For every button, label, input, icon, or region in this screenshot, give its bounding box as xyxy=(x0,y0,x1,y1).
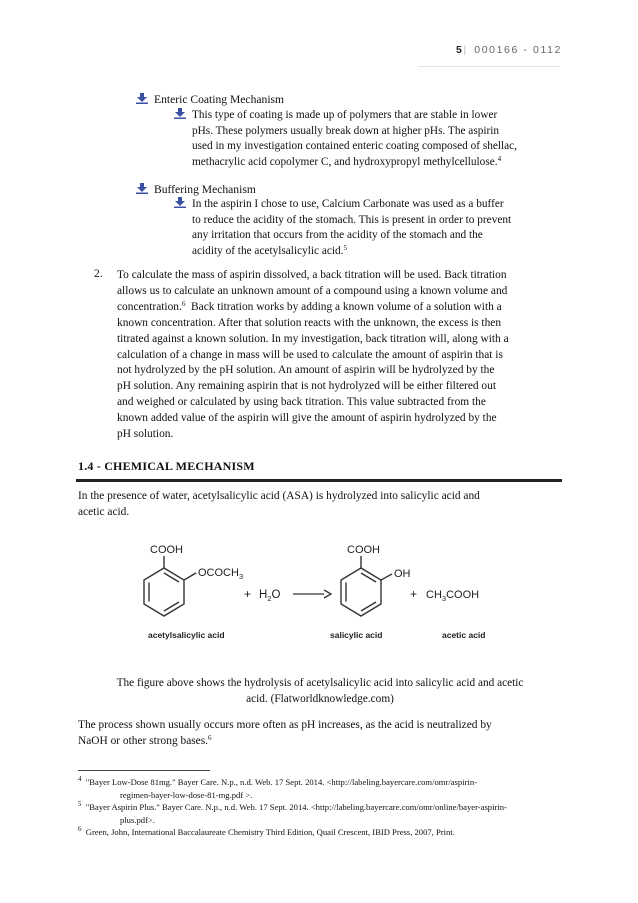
text-line: not hydrolyzed by the pH solution. An amount of aspirin will be hydrolyzed by the xyxy=(117,364,495,377)
footnotes xyxy=(78,776,564,839)
footnote-continuation: plus.pdf>. xyxy=(120,814,155,825)
bullet-buffering xyxy=(136,182,256,198)
bullet-enteric xyxy=(136,92,284,108)
header-divider xyxy=(418,66,560,67)
enteric-description xyxy=(174,108,517,170)
enteric-title: Enteric Coating Mechanism xyxy=(154,93,285,106)
hydrolysis-reaction-figure xyxy=(140,540,520,648)
text-line: concentration. xyxy=(117,300,182,313)
acetoxy-label: $OCOCH_3$ xyxy=(198,567,244,581)
plus-sign: + xyxy=(244,587,252,601)
text-line: acetic acid. xyxy=(78,505,130,518)
arrow-bullet-icon xyxy=(136,93,148,104)
text-line: pH solution. xyxy=(117,428,174,441)
text-line: methacrylic acid copolymer C, and hydroxypropyl methylcellulose. xyxy=(192,155,498,168)
buffering-description xyxy=(174,197,511,259)
reaction-arrow-icon xyxy=(293,590,331,598)
footnote-divider xyxy=(78,770,210,771)
benzene-ring-left xyxy=(144,556,196,616)
footnote-ref: 5 xyxy=(343,243,347,252)
label-salicylic: salicylic acid xyxy=(330,630,383,640)
text-line: to reduce the acidity of the stomach. This is present in order to prevent xyxy=(192,213,512,226)
text-line: acid. (Flatworldknowledge.com) xyxy=(246,692,394,705)
text-line: pHs. These polymers usually break down at higher pHs. The aspirin xyxy=(192,124,500,137)
text-line: The process shown usually occurs more often as pH increases, as the acid is neutralized by xyxy=(78,719,492,731)
text-line: In the presence of water, acetylsalicylic acid (ASA) is hydrolyzed into salicylic acid and xyxy=(78,490,480,502)
arrow-bullet-icon xyxy=(174,197,186,208)
hydroxyl-label: OH xyxy=(394,568,411,580)
cooh-label: COOH xyxy=(347,544,380,556)
label-acetylsalicylic: acetylsalicylic acid xyxy=(148,630,225,640)
text-line: titrated against a known solution. In my investigation, back titration will, along with a xyxy=(117,332,509,345)
footnote-continuation: regimen-bayer-low-dose-81-mg.pdf >. xyxy=(120,789,253,800)
benzene-ring-right xyxy=(341,556,392,616)
arrow-bullet-icon xyxy=(174,108,186,119)
text-line: acidity of the acetylsalicylic acid. xyxy=(192,244,344,257)
section-heading: 1.4 - CHEMICAL MECHANISM xyxy=(78,459,255,473)
page-number: 5 xyxy=(455,44,464,56)
page-header xyxy=(456,44,562,56)
intro-paragraph xyxy=(78,489,562,521)
text-line: To calculate the mass of aspirin dissolved, a back titration will be used. Back titration xyxy=(117,269,507,281)
footnote-ref: 6 xyxy=(208,733,212,742)
text-line: used in my investigation contained enteric coating composed of shellac, xyxy=(192,140,518,153)
text-line: known concentration. After that solution reacts with the unknown, the excess is then xyxy=(117,316,502,329)
footnote: $^6$ Green, John, International Baccalaureate Chemistry Third Edition, Quail Crescent, IBID Press, 2007, Print. xyxy=(78,825,455,838)
figure-caption xyxy=(78,676,562,707)
text-line: any irritation that occurs from the acidity of the stomach and the xyxy=(192,229,483,242)
plus-sign: + xyxy=(410,587,418,601)
list-number: 2. xyxy=(94,268,103,280)
arrow-bullet-icon xyxy=(136,183,148,194)
text-line: NaOH or other strong bases. xyxy=(78,734,209,747)
label-acetic: acetic acid xyxy=(442,630,486,640)
text-line: calculation of a change in mass will be used to calculate the amount of aspirin that is xyxy=(117,348,503,361)
document-code: 000166 - 0112 xyxy=(474,44,562,56)
footnote: $^5$ "Bayer Aspirin Plus." Bayer Care. N.p., n.d. Web. 17 Sept. 2014. <http://labeling.bayercare.com/omr/online/bayer-aspirin- xyxy=(78,800,507,813)
text-line: Back titration works by adding a known volume of a solution with a xyxy=(191,300,502,313)
back-titration-paragraph xyxy=(117,268,567,443)
buffering-title: Buffering Mechanism xyxy=(154,183,256,196)
footnote: $^4$ "Bayer Low-Dose 81mg." Bayer Care. N.p., n.d. Web. 17 Sept. 2014. <http://labeling.bayercare.com/omr/aspirin- xyxy=(78,775,477,787)
section-rule xyxy=(76,479,562,482)
header-separator: | xyxy=(463,44,468,56)
acetic-acid-formula: $CH_3COOH$ xyxy=(426,589,480,603)
water-formula: $H_2O$ xyxy=(259,589,281,603)
text-line: known added value of the aspirin will give the amount of aspirin hydrolyzed by the xyxy=(117,412,497,425)
process-paragraph xyxy=(78,718,564,750)
footnote-ref: 6 xyxy=(181,299,186,308)
footnote-ref: 4 xyxy=(497,154,502,163)
text-line: and weighed or calculated by using back titration. This value subtracted from the xyxy=(117,396,486,409)
text-line: In the aspirin I chose to use, Calcium Carbonate was used as a buffer xyxy=(192,198,504,210)
text-line: pH solution. Any remaining aspirin that is not hydrolyzed will be either filtered out xyxy=(117,380,496,393)
text-line: This type of coating is made up of polymers that are stable in lower xyxy=(192,109,498,121)
text-line: allows us to calculate an unknown amount of a compound using a known volume and xyxy=(117,284,508,297)
text-line: The figure above shows the hydrolysis of acetylsalicylic acid into salicylic acid and acetic xyxy=(116,677,524,689)
cooh-label: COOH xyxy=(150,544,183,556)
